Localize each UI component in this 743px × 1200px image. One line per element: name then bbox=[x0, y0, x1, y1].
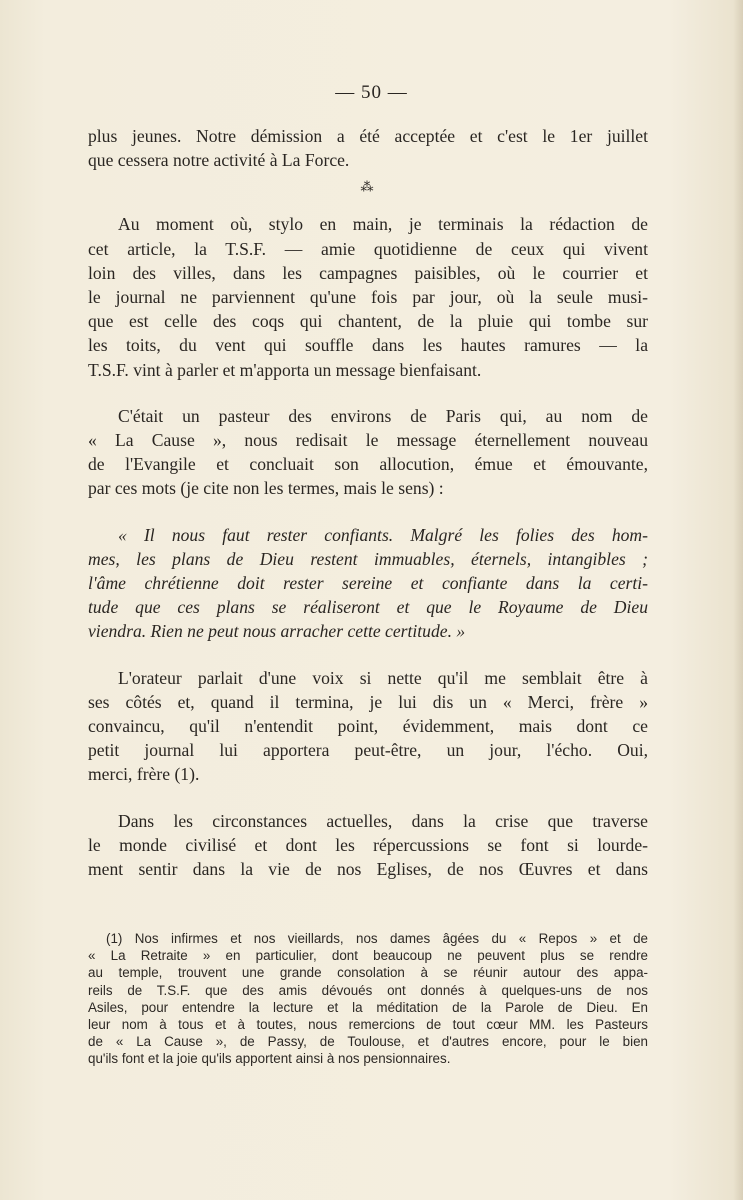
text-line: par ces mots (je cite non les termes, mais le sens) : bbox=[88, 478, 444, 499]
footnote-line: qu'ils font et la joie qu'ils apportent ainsi à nos pensionnaires. bbox=[88, 1051, 451, 1067]
text-line: Dans les circonstances actuelles, dans la crise que traverse bbox=[118, 810, 648, 831]
paragraph-gap bbox=[88, 382, 648, 404]
footnote-line: leur nom à tous et à toutes, nous remercions de tout cœur MM. les Pasteurs bbox=[88, 1017, 648, 1033]
paragraph-pasteur bbox=[88, 404, 648, 501]
text-line: de l'Evangile et concluait son allocution, émue et émouvante, bbox=[88, 454, 648, 475]
quote-paragraph bbox=[88, 523, 648, 644]
text-line: que cessera notre activité à La Force. bbox=[88, 150, 350, 171]
text-line: « La Cause », nous redisait le message éternellement nouveau bbox=[88, 430, 648, 451]
text-line: les toits, du vent qui souffle dans les hautes ramures — la bbox=[88, 335, 648, 356]
text-line: convaincu, qu'il n'entendit point, évidemment, mais dont ce bbox=[88, 716, 648, 737]
page-edge-shadow bbox=[733, 0, 743, 1200]
text-line: le monde civilisé et dont les répercussions se font si lourde- bbox=[88, 834, 648, 855]
text-line: T.S.F. vint à parler et m'apporta un message bienfaisant. bbox=[88, 359, 482, 380]
page-number: — 50 — bbox=[335, 82, 408, 103]
asterism-separator: ⁂ bbox=[360, 179, 376, 195]
paragraph-tsf bbox=[88, 212, 648, 381]
text-line: C'était un pasteur des environs de Paris qui, au nom de bbox=[118, 405, 648, 426]
footnote bbox=[88, 930, 648, 1068]
text-line: que est celle des coqs qui chantent, de la pluie qui tombe sur bbox=[88, 311, 648, 332]
text-line: tude que ces plans se réaliseront et que le Royaume de Dieu bbox=[88, 597, 648, 618]
text-line: Au moment où, stylo en main, je terminais la rédaction de bbox=[118, 214, 648, 235]
paragraph-gap bbox=[88, 501, 648, 523]
text-line: ses côtés et, quand il termina, je lui dis un « Merci, frère » bbox=[88, 691, 648, 712]
text-line: L'orateur parlait d'une voix si nette qu'il me semblait être à bbox=[118, 667, 648, 688]
paragraph-circonstances bbox=[88, 809, 648, 882]
text-line: l'âme chrétienne doit rester sereine et confiante dans la certi- bbox=[88, 573, 648, 594]
paragraph-orateur bbox=[88, 666, 648, 787]
paragraph-gap bbox=[88, 644, 648, 666]
text-line: le journal ne parviennent qu'une fois par jour, où la seule musi- bbox=[88, 287, 648, 308]
text-line: mes, les plans de Dieu restent immuables, éternels, intangibles ; bbox=[88, 548, 648, 569]
footnote-line: de « La Cause », de Passy, de Toulouse, et d'autres encore, pour le bien bbox=[88, 1034, 648, 1050]
footnote-line: Asiles, pour entendre la lecture et la méditation de la Parole de Dieu. En bbox=[88, 999, 648, 1015]
text-line: viendra. Rien ne peut nous arracher cette certitude. » bbox=[88, 621, 466, 642]
text-line: merci, frère (1). bbox=[88, 764, 200, 785]
text-line: loin des villes, dans les campagnes paisibles, où le courrier et bbox=[88, 262, 648, 283]
text-line: ment sentir dans la vie de nos Eglises, de nos Œuvres et dans bbox=[88, 859, 648, 880]
main-text bbox=[88, 124, 648, 881]
text-line: plus jeunes. Notre démission a été acceptée et c'est le 1er juillet bbox=[88, 126, 648, 146]
text-line: petit journal lui apportera peut-être, un jour, l'écho. Oui, bbox=[88, 740, 648, 761]
footnote-line: « La Retraite » en particulier, dont beaucoup ne peuvent plus se rendre bbox=[88, 948, 648, 964]
footnote-line: (1) Nos infirmes et nos vieillards, nos dames âgées du « Repos » et de bbox=[106, 931, 648, 946]
footnote-line: au temple, trouvent une grande consolation à se réunir autour des appa- bbox=[88, 965, 648, 981]
footnote-line: reils de T.S.F. que des amis dévoués ont donnés à quelques-uns de nos bbox=[88, 982, 648, 998]
text-line: « Il nous faut rester confiants. Malgré les folies des hom- bbox=[118, 524, 648, 545]
paragraph-continuation bbox=[88, 124, 648, 172]
text-line: cet article, la T.S.F. — amie quotidienne de ceux qui vivent bbox=[88, 238, 648, 259]
paragraph-gap bbox=[88, 787, 648, 809]
